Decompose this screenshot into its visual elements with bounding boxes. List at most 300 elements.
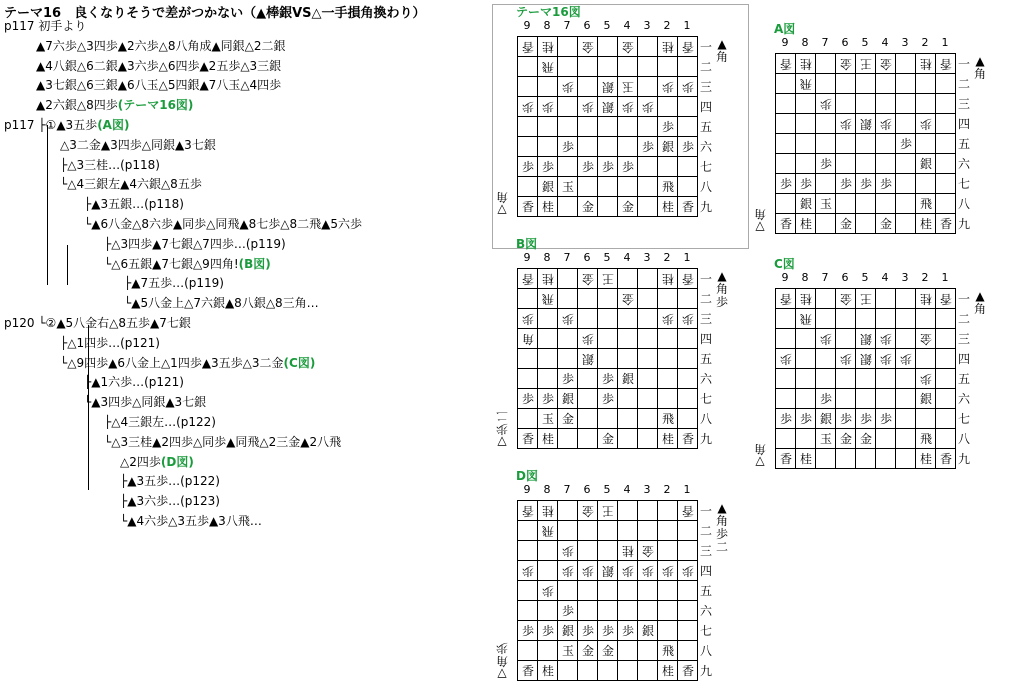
rank-label: 三 [699, 544, 712, 558]
kifu-move-text: ├▲3五歩…(p122) [120, 474, 220, 489]
gote-piece: 飛 [542, 60, 555, 74]
kifu-move-text: └△9四歩▲6八金上△1四歩▲3五歩△3二金 [60, 355, 284, 370]
file-label: 3 [643, 19, 651, 32]
gote-hand: ▽角 [754, 442, 767, 469]
file-label: 9 [781, 36, 789, 49]
gote-piece: 香 [940, 292, 953, 306]
sente-piece: 桂 [661, 432, 674, 446]
kifu-line [120, 473, 220, 489]
tree-connector [47, 125, 48, 285]
sente-piece: 香 [939, 217, 952, 231]
file-label: 6 [583, 19, 591, 32]
rank-label: 五 [699, 120, 712, 134]
rank-label: 七 [957, 177, 970, 191]
kifu-line [124, 295, 319, 311]
gote-piece: 歩 [900, 352, 913, 366]
kifu-move-text: └▲5八金上△7六銀▲8八銀△8三角… [124, 296, 319, 311]
file-label: 8 [543, 483, 551, 496]
file-label: 6 [841, 271, 849, 284]
file-label: 7 [821, 36, 829, 49]
gote-piece: 銀 [860, 117, 873, 131]
sente-piece: 歩 [521, 160, 534, 174]
gote-piece: 桂 [662, 40, 675, 54]
diagram-reference: (D図) [160, 454, 194, 469]
gote-piece: 歩 [820, 97, 833, 111]
file-label: 5 [603, 19, 611, 32]
sente-piece: 歩 [601, 372, 614, 386]
file-label: 9 [523, 251, 531, 264]
file-label: 2 [663, 483, 671, 496]
rank-label: 四 [957, 352, 970, 366]
gote-piece: 歩 [522, 312, 535, 326]
sente-piece: 銀 [819, 412, 832, 426]
sente-piece: 歩 [879, 412, 892, 426]
gote-piece: 桂 [662, 272, 675, 286]
gote-piece: 歩 [622, 564, 635, 578]
file-label: 8 [543, 19, 551, 32]
rank-label: 四 [699, 100, 712, 114]
rank-label: 六 [957, 392, 970, 406]
rank-label: 八 [957, 432, 970, 446]
sente-hand: ▲角歩二 [715, 501, 728, 554]
sente-piece: 金 [601, 432, 614, 446]
rank-label: 六 [699, 604, 712, 618]
sente-piece: 飛 [661, 644, 674, 658]
kifu-line [60, 157, 160, 173]
file-label: 4 [881, 36, 889, 49]
kifu-line [36, 38, 286, 54]
sente-piece: 玉 [819, 432, 832, 446]
sente-piece: 銀 [561, 392, 574, 406]
gote-piece: 歩 [662, 564, 675, 578]
kifu-line [60, 137, 216, 153]
gote-piece: 桂 [800, 57, 813, 71]
gote-piece: 歩 [682, 312, 695, 326]
gote-piece: 玉 [622, 80, 635, 94]
gote-piece: 飛 [542, 292, 555, 306]
gote-piece: 銀 [602, 564, 615, 578]
gote-piece: 飛 [800, 77, 813, 91]
gote-piece: 銀 [860, 332, 873, 346]
sente-piece: 銀 [919, 392, 932, 406]
board-title: B図 [516, 237, 538, 251]
kifu-line [4, 18, 86, 34]
gote-piece: 歩 [880, 117, 893, 131]
board-title: テーマ16図 [516, 5, 581, 19]
kifu-move-text: ▲4八銀△6二銀▲3六歩△6四歩▲2五歩△3三銀 [36, 58, 282, 73]
kifu-move-text: └▲3四歩△同銀▲3七銀 [84, 395, 207, 410]
sente-hand: ▲角 [973, 289, 986, 316]
gote-piece: 歩 [662, 312, 675, 326]
rank-label: 九 [699, 664, 712, 678]
gote-piece: 銀 [860, 352, 873, 366]
sente-piece: 香 [521, 432, 534, 446]
sente-piece: 金 [621, 200, 634, 214]
rank-label: 五 [699, 352, 712, 366]
kifu-line [36, 97, 193, 113]
sente-piece: 金 [839, 217, 852, 231]
kifu-line [124, 275, 224, 291]
kifu-move-text: └▲4六歩△3五歩▲3八飛… [120, 514, 262, 528]
gote-piece: 桂 [542, 272, 555, 286]
sente-piece: 桂 [661, 664, 674, 678]
file-label: 1 [941, 36, 949, 49]
file-label: 4 [881, 271, 889, 284]
gote-piece: 銀 [602, 100, 615, 114]
diagram-reference: (B図) [238, 256, 271, 271]
gote-piece: 歩 [542, 100, 555, 114]
gote-piece: 銀 [602, 80, 615, 94]
file-label: 3 [901, 36, 909, 49]
sente-piece: 飛 [661, 412, 674, 426]
gote-piece: 金 [582, 272, 595, 286]
tree-connector [67, 245, 68, 285]
rank-label: 四 [699, 564, 712, 578]
rank-label: 二 [957, 77, 970, 91]
sente-piece: 金 [561, 412, 574, 426]
rank-label: 六 [699, 372, 712, 386]
sente-piece: 桂 [541, 432, 554, 446]
file-label: 7 [563, 483, 571, 496]
sente-hand: ▲角歩 [715, 269, 728, 309]
rank-label: 一 [699, 504, 712, 518]
sente-piece: 金 [581, 644, 594, 658]
board-title: D図 [516, 469, 538, 483]
sente-piece: 銀 [919, 157, 932, 171]
file-label: 2 [921, 271, 929, 284]
file-label: 1 [683, 19, 691, 32]
gote-piece: 王 [602, 272, 615, 286]
sente-piece: 銀 [561, 624, 574, 638]
gote-piece: 香 [522, 40, 535, 54]
sente-piece: 歩 [621, 160, 634, 174]
gote-piece: 金 [840, 292, 853, 306]
gote-piece: 歩 [522, 100, 535, 114]
sente-piece: 玉 [819, 197, 832, 211]
file-label: 4 [623, 19, 631, 32]
sente-piece: 桂 [919, 217, 932, 231]
rank-label: 九 [957, 217, 970, 231]
rank-label: 九 [957, 452, 970, 466]
rank-label: 三 [957, 97, 970, 111]
rank-label: 七 [699, 160, 712, 174]
file-label: 2 [921, 36, 929, 49]
file-label: 5 [603, 483, 611, 496]
gote-piece: 桂 [920, 292, 933, 306]
gote-hand: ▽角 [496, 190, 509, 217]
sente-piece: 香 [681, 200, 694, 214]
rank-label: 三 [957, 332, 970, 346]
gote-piece: 香 [682, 40, 695, 54]
rank-label: 二 [699, 524, 712, 538]
rank-label: 六 [957, 157, 970, 171]
rank-label: 二 [699, 60, 712, 74]
kifu-line [60, 355, 315, 371]
file-label: 8 [801, 271, 809, 284]
sente-piece: 歩 [799, 412, 812, 426]
file-label: 7 [821, 271, 829, 284]
rank-label: 五 [957, 137, 970, 151]
gote-piece: 飛 [542, 524, 555, 538]
file-label: 1 [683, 483, 691, 496]
board-title: A図 [774, 22, 796, 36]
kifu-line [120, 493, 220, 509]
gote-hand: ▽角歩 [496, 641, 509, 681]
gote-piece: 金 [582, 40, 595, 54]
gote-piece: 桂 [542, 504, 555, 518]
kifu-move-text: △3二金▲3四歩△同銀▲3七銀 [60, 137, 216, 152]
gote-piece: 歩 [582, 332, 595, 346]
rank-label: 三 [699, 312, 712, 326]
gote-piece: 歩 [562, 312, 575, 326]
gote-piece: 桂 [542, 40, 555, 54]
kifu-move-text: └△3三桂▲2四歩△同歩▲同飛△2三金▲2八飛 [104, 434, 342, 449]
rank-label: 一 [957, 57, 970, 71]
kifu-line [104, 236, 286, 252]
sente-piece: 桂 [799, 217, 812, 231]
rank-label: 八 [699, 412, 712, 426]
gote-piece: 金 [622, 40, 635, 54]
sente-piece: 桂 [919, 452, 932, 466]
file-label: 1 [941, 271, 949, 284]
file-label: 1 [683, 251, 691, 264]
gote-piece: 歩 [780, 352, 793, 366]
file-label: 6 [583, 251, 591, 264]
kifu-move-text: └△6五銀▲7七銀△9四角! [104, 256, 239, 271]
sente-hand: ▲角 [973, 54, 986, 81]
rank-label: 一 [957, 292, 970, 306]
sente-piece: 歩 [681, 140, 694, 154]
sente-piece: 歩 [541, 624, 554, 638]
gote-piece: 歩 [920, 117, 933, 131]
kifu-line [84, 216, 362, 232]
sente-piece: 飛 [919, 197, 932, 211]
sente-piece: 桂 [661, 200, 674, 214]
file-label: 2 [663, 19, 671, 32]
kifu-line [84, 196, 184, 212]
sente-piece: 歩 [561, 604, 574, 618]
sente-piece: 歩 [521, 392, 534, 406]
sente-piece: 金 [601, 644, 614, 658]
sente-piece: 歩 [779, 412, 792, 426]
sente-piece: 香 [521, 664, 534, 678]
file-label: 5 [861, 36, 869, 49]
file-label: 3 [643, 251, 651, 264]
sente-piece: 歩 [819, 392, 832, 406]
sente-piece: 香 [939, 452, 952, 466]
kifu-line [60, 335, 160, 351]
file-label: 4 [623, 483, 631, 496]
kifu-line [84, 374, 184, 390]
gote-piece: 香 [780, 292, 793, 306]
rank-label: 八 [957, 197, 970, 211]
gote-piece: 歩 [562, 544, 575, 558]
sente-piece: 金 [839, 432, 852, 446]
kifu-line [84, 394, 206, 410]
rank-label: 七 [699, 624, 712, 638]
sente-piece: 香 [681, 432, 694, 446]
file-label: 4 [623, 251, 631, 264]
gote-piece: 飛 [800, 312, 813, 326]
sente-piece: 銀 [661, 140, 674, 154]
rank-label: 七 [699, 392, 712, 406]
kifu-move-text: ▲3七銀△6三銀▲6八玉△5四銀▲7八玉△4四歩 [36, 78, 282, 93]
file-label: 5 [603, 251, 611, 264]
rank-label: 九 [699, 432, 712, 446]
kifu-move-text: ▲2六銀△8四歩 [36, 98, 118, 113]
gote-piece: 金 [920, 332, 933, 346]
rank-label: 二 [957, 312, 970, 326]
kifu-move-text: ├▲3五銀…(p118) [84, 197, 184, 212]
gote-piece: 歩 [562, 80, 575, 94]
sente-piece: 金 [859, 432, 872, 446]
sente-piece: 歩 [521, 624, 534, 638]
sente-piece: 歩 [541, 392, 554, 406]
sente-piece: 歩 [859, 177, 872, 191]
sente-piece: 歩 [899, 137, 912, 151]
gote-piece: 歩 [820, 332, 833, 346]
rank-label: 七 [957, 412, 970, 426]
kifu-move-text: ├▲3六歩…(p123) [120, 494, 220, 509]
kifu-line [4, 315, 191, 331]
sente-piece: 桂 [799, 452, 812, 466]
file-label: 6 [583, 483, 591, 496]
kifu-line [36, 77, 281, 93]
sente-piece: 玉 [561, 644, 574, 658]
rank-label: 四 [957, 117, 970, 131]
kifu-move-text: △2四歩 [120, 454, 161, 469]
kifu-move-text: ├▲1六歩…(p121) [84, 375, 184, 390]
sente-piece: 歩 [839, 177, 852, 191]
file-label: 9 [523, 19, 531, 32]
sente-piece: 歩 [561, 372, 574, 386]
kifu-move-text: └△4三銀左▲4六銀△8五歩 [60, 177, 202, 192]
gote-piece: 歩 [582, 100, 595, 114]
file-label: 2 [663, 251, 671, 264]
sente-piece: 香 [779, 452, 792, 466]
gote-piece: 金 [642, 544, 655, 558]
kifu-move-text: p117 初手より [4, 19, 87, 33]
file-label: 8 [801, 36, 809, 49]
kifu-move-text: ├△4三銀左…(p122) [104, 415, 216, 429]
sente-piece: 歩 [819, 157, 832, 171]
kifu-move-text: ├△3三桂…(p118) [60, 157, 160, 172]
gote-piece: 歩 [682, 564, 695, 578]
gote-piece: 歩 [840, 352, 853, 366]
sente-piece: 銀 [621, 372, 634, 386]
kifu-line [36, 58, 281, 74]
kifu-move-text: ├△3四歩▲7七銀△7四歩…(p119) [104, 236, 286, 251]
sente-piece: 歩 [621, 624, 634, 638]
kifu-move-text: p117 ├①▲3五歩 [4, 118, 98, 132]
sente-piece: 銀 [799, 197, 812, 211]
sente-piece: 歩 [839, 412, 852, 426]
kifu-line [4, 117, 129, 133]
gote-hand: ▽歩二 [496, 409, 509, 449]
sente-piece: 歩 [879, 177, 892, 191]
rank-label: 四 [699, 332, 712, 346]
kifu-move-text: ├▲7五歩…(p119) [124, 276, 224, 291]
sente-piece: 桂 [541, 664, 554, 678]
gote-piece: 香 [522, 504, 535, 518]
gote-piece: 金 [840, 57, 853, 71]
tree-connector [88, 325, 89, 490]
gote-piece: 桂 [622, 544, 635, 558]
sente-piece: 歩 [561, 140, 574, 154]
sente-piece: 歩 [581, 624, 594, 638]
kifu-move-text: └▲6八金△8六歩▲同歩△同飛▲8七歩△8二飛▲5六歩 [84, 217, 362, 231]
gote-piece: 金 [622, 292, 635, 306]
gote-piece: 角 [522, 332, 535, 346]
sente-piece: 銀 [541, 180, 554, 194]
kifu-move-text: ├△1四歩…(p121) [60, 335, 160, 350]
rank-label: 一 [699, 272, 712, 286]
sente-piece: 歩 [799, 177, 812, 191]
sente-piece: 歩 [859, 412, 872, 426]
sente-hand: ▲角 [715, 37, 728, 64]
sente-piece: 銀 [641, 624, 654, 638]
rank-label: 一 [699, 40, 712, 54]
gote-piece: 香 [780, 57, 793, 71]
kifu-line [120, 454, 194, 470]
gote-piece: 歩 [642, 100, 655, 114]
kifu-line [104, 256, 271, 272]
kifu-line [60, 176, 202, 192]
gote-piece: 香 [682, 504, 695, 518]
diagram-reference: (A図) [97, 118, 130, 132]
page-title: テーマ16 良くなりそうで差がつかない（▲棒銀VS△一手損角換わり） [4, 6, 426, 21]
kifu-line [120, 513, 262, 529]
gote-piece: 香 [682, 272, 695, 286]
sente-piece: 桂 [541, 200, 554, 214]
sente-piece: 歩 [541, 160, 554, 174]
gote-piece: 香 [940, 57, 953, 71]
rank-label: 五 [699, 584, 712, 598]
file-label: 9 [523, 483, 531, 496]
gote-hand: ▽角 [754, 207, 767, 234]
rank-label: 二 [699, 292, 712, 306]
diagram-reference: (C図) [283, 355, 316, 370]
sente-piece: 香 [779, 217, 792, 231]
rank-label: 五 [957, 372, 970, 386]
rank-label: 八 [699, 644, 712, 658]
file-label: 8 [543, 251, 551, 264]
sente-piece: 金 [581, 200, 594, 214]
sente-piece: 飛 [661, 180, 674, 194]
gote-piece: 香 [522, 272, 535, 286]
sente-piece: 歩 [661, 120, 674, 134]
gote-piece: 王 [602, 504, 615, 518]
gote-piece: 歩 [522, 564, 535, 578]
gote-piece: 歩 [662, 80, 675, 94]
gote-piece: 王 [860, 292, 873, 306]
gote-piece: 桂 [800, 292, 813, 306]
gote-piece: 歩 [682, 80, 695, 94]
gote-piece: 王 [860, 57, 873, 71]
rank-label: 三 [699, 80, 712, 94]
gote-piece: 銀 [582, 352, 595, 366]
sente-piece: 歩 [601, 392, 614, 406]
gote-piece: 歩 [880, 332, 893, 346]
kifu-move-text: p120 └②▲5八金右△8五歩▲7七銀 [4, 316, 191, 330]
board-title: C図 [774, 257, 795, 271]
sente-piece: 玉 [541, 412, 554, 426]
sente-piece: 金 [879, 217, 892, 231]
kifu-move-text: ▲7六歩△3四歩▲2六歩△8八角成▲同銀△2二銀 [36, 38, 286, 53]
kifu-line [104, 434, 341, 450]
gote-piece: 歩 [542, 584, 555, 598]
file-label: 3 [901, 271, 909, 284]
